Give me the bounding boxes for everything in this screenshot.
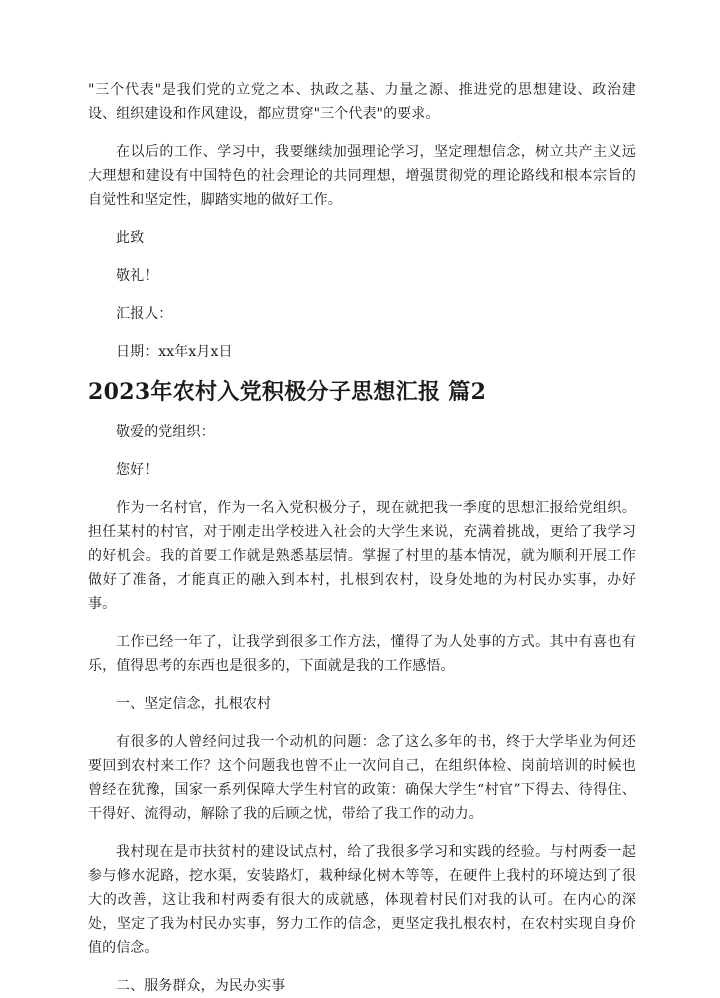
section-heading: 2023年农村入党积极分子思想汇报 篇2 (88, 379, 487, 405)
document-page (88, 78, 636, 998)
subheading-serve-people: 二、服务群众，为民办实事 (116, 978, 286, 994)
reporter-line: 汇报人： (116, 306, 173, 322)
closing-cizhi: 此致 (116, 230, 145, 246)
date-line: 日期：xx年x月x日 (116, 344, 233, 360)
paragraph-poverty-pilot: 我村现在是市扶贫村的建设试点村，给了我很多学习和实践的经验。与村两委一起参与修水泥路，挖水渠，安装路灯，栽种绿化树木等等，在硬件上我村的环境达到了很大的改善，这让我和村两委有很大的成就感，体现着村民们对我的认可。在内心的深处，坚定了我为村民办实事，努力工作的信念，更坚定我扎根农村，在农村实现自身价值的信念。 (88, 844, 636, 956)
paragraph-village-official: 作为一名村官，作为一名入党积极分子，现在就把我一季度的思想汇报给党组织。担任某村的村官，对于刚走出学校进入社会的大学生来说，充满着挑战，更给了我学习的好机会。我的首要工作就是熟悉基层情。掌握了村里的基本情况，就为顺利开展工作做好了准备，才能真正的融入到本村，扎根到农村，设身处地的为村民办实事，办好事。 (88, 500, 636, 612)
salutation: 敬爱的党组织： (116, 424, 215, 440)
paragraph-one-year: 工作已经一年了，让我学到很多工作方法，懂得了为人处事的方式。其中有喜也有乐，值得思考的东西也是很多的，下面就是我的工作感悟。 (88, 634, 636, 674)
paragraph-future-work: 在以后的工作、学习中，我要继续加强理论学习，坚定理想信念，树立共产主义远大理想和建设有中国特色的社会理论的共同理想，增强贯彻党的理论路线和根本宗旨的自觉性和坚定性，脚踏实地的做好工作。 (88, 144, 636, 208)
subheading-firm-belief: 一、坚定信念，扎根农村 (116, 696, 272, 712)
closing-jingli: 敬礼！ (116, 268, 159, 284)
paragraph-motivation: 有很多的人曾经问过我一个动机的问题：念了这么多年的书，终于大学毕业为何还要回到农村来工作？这个问题我也曾不止一次问自己，在组织体检、岗前培训的时候也曾经在犹豫，国家一系列保障大学生村官的政策：确保大学生“村官”下得去、待得住、干得好、流得动，解除了我的后顾之忧，带给了我工作的动力。 (88, 734, 636, 822)
greeting: 您好！ (116, 462, 159, 478)
paragraph-three-represents: "三个代表"是我们党的立党之本、执政之基、力量之源、推进党的思想建设、政治建设、组织建设和作风建设，都应贯穿"三个代表"的要求。 (88, 82, 636, 122)
